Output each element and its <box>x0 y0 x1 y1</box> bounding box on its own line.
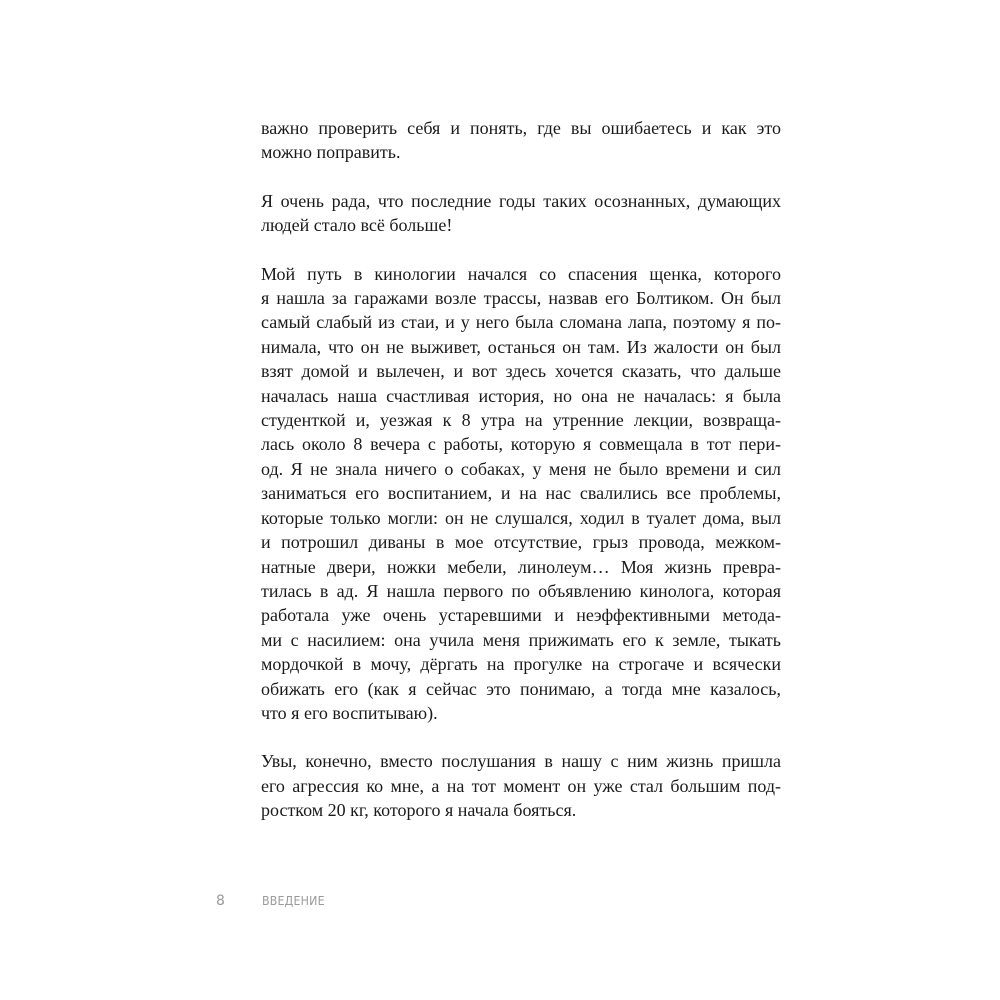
text-line: мордочкой в мочу, дёргать на прогулке на строгаче и всячески <box>261 654 781 675</box>
text-line: людей стало всё больше! <box>261 215 453 236</box>
paragraph-gap <box>261 725 781 749</box>
paragraph <box>261 749 781 822</box>
text-line: важно проверить себя и понять, где вы ошибаетесь и как это <box>261 118 781 138</box>
body-text <box>261 116 781 823</box>
text-line: самый слабый из стаи, и у него была сломана лапа, поэтому я по- <box>261 312 781 333</box>
text-line: работала уже очень устаревшими и неэффективными метода- <box>261 605 781 626</box>
text-line: од. Я не знала ничего о собаках, у меня не было времени и сил <box>261 458 781 479</box>
text-line: и потрошил диваны в мое отсутствие, грыз провода, межком- <box>261 532 781 553</box>
text-line: ростком 20 кг, которого я начала бояться. <box>261 800 577 821</box>
text-line: можно поправить. <box>261 142 401 163</box>
text-line: студенткой и, уезжая к 8 утра на утренние лекции, возвраща- <box>261 410 781 431</box>
text-line: ми с насилием: она учила меня прижимать его к земле, тыкать <box>261 629 781 650</box>
text-line: тилась в ад. Я нашла первого по объявлению кинолога, которая <box>261 580 781 601</box>
paragraph <box>261 189 781 238</box>
text-line: натные двери, ножки мебели, линолеум… Моя жизнь преврa- <box>261 556 781 577</box>
paragraph-gap <box>261 165 781 189</box>
text-line: лась около 8 вечера с работы, которую я совмещала в тот пери- <box>261 434 781 455</box>
paragraph <box>261 116 781 165</box>
text-line: Я очень рада, что последние годы таких осознанных, думающих <box>261 190 781 211</box>
section-title: ВВЕДЕНИЕ <box>262 894 325 908</box>
text-line: что я его воспитываю). <box>261 702 438 723</box>
text-line: которые только могли: он не слушался, ходил в туалет дома, выл <box>261 507 781 528</box>
text-line: заниматься его воспитанием, и на нас свалились все проблемы, <box>261 483 781 504</box>
page-footer <box>0 893 1000 913</box>
text-line: Увы, конечно, вместо послушания в нашу с ним жизнь пришла <box>261 751 781 772</box>
paragraph-gap <box>261 238 781 262</box>
text-line: обижать его (как я сейчас это понимаю, а тогда мне казалось, <box>261 678 781 699</box>
text-line: Мой путь в кинологии начался со спасения щенка, которого <box>261 263 781 284</box>
text-line: взят домой и вылечен, и вот здесь хочется сказать, что дальше <box>261 361 781 382</box>
text-line: началась наша счастливая история, но она не началась: я была <box>261 385 781 406</box>
page-number: 8 <box>216 893 225 909</box>
paragraph <box>261 262 781 726</box>
text-line: я нашла за гаражами возле трассы, назвав его Болтиком. Он был <box>261 288 781 309</box>
text-line: нимала, что он не выживет, останься он там. Из жалости он был <box>261 336 781 357</box>
text-line: его агрессия ко мне, а на тот момент он уже стал большим под- <box>261 775 781 796</box>
